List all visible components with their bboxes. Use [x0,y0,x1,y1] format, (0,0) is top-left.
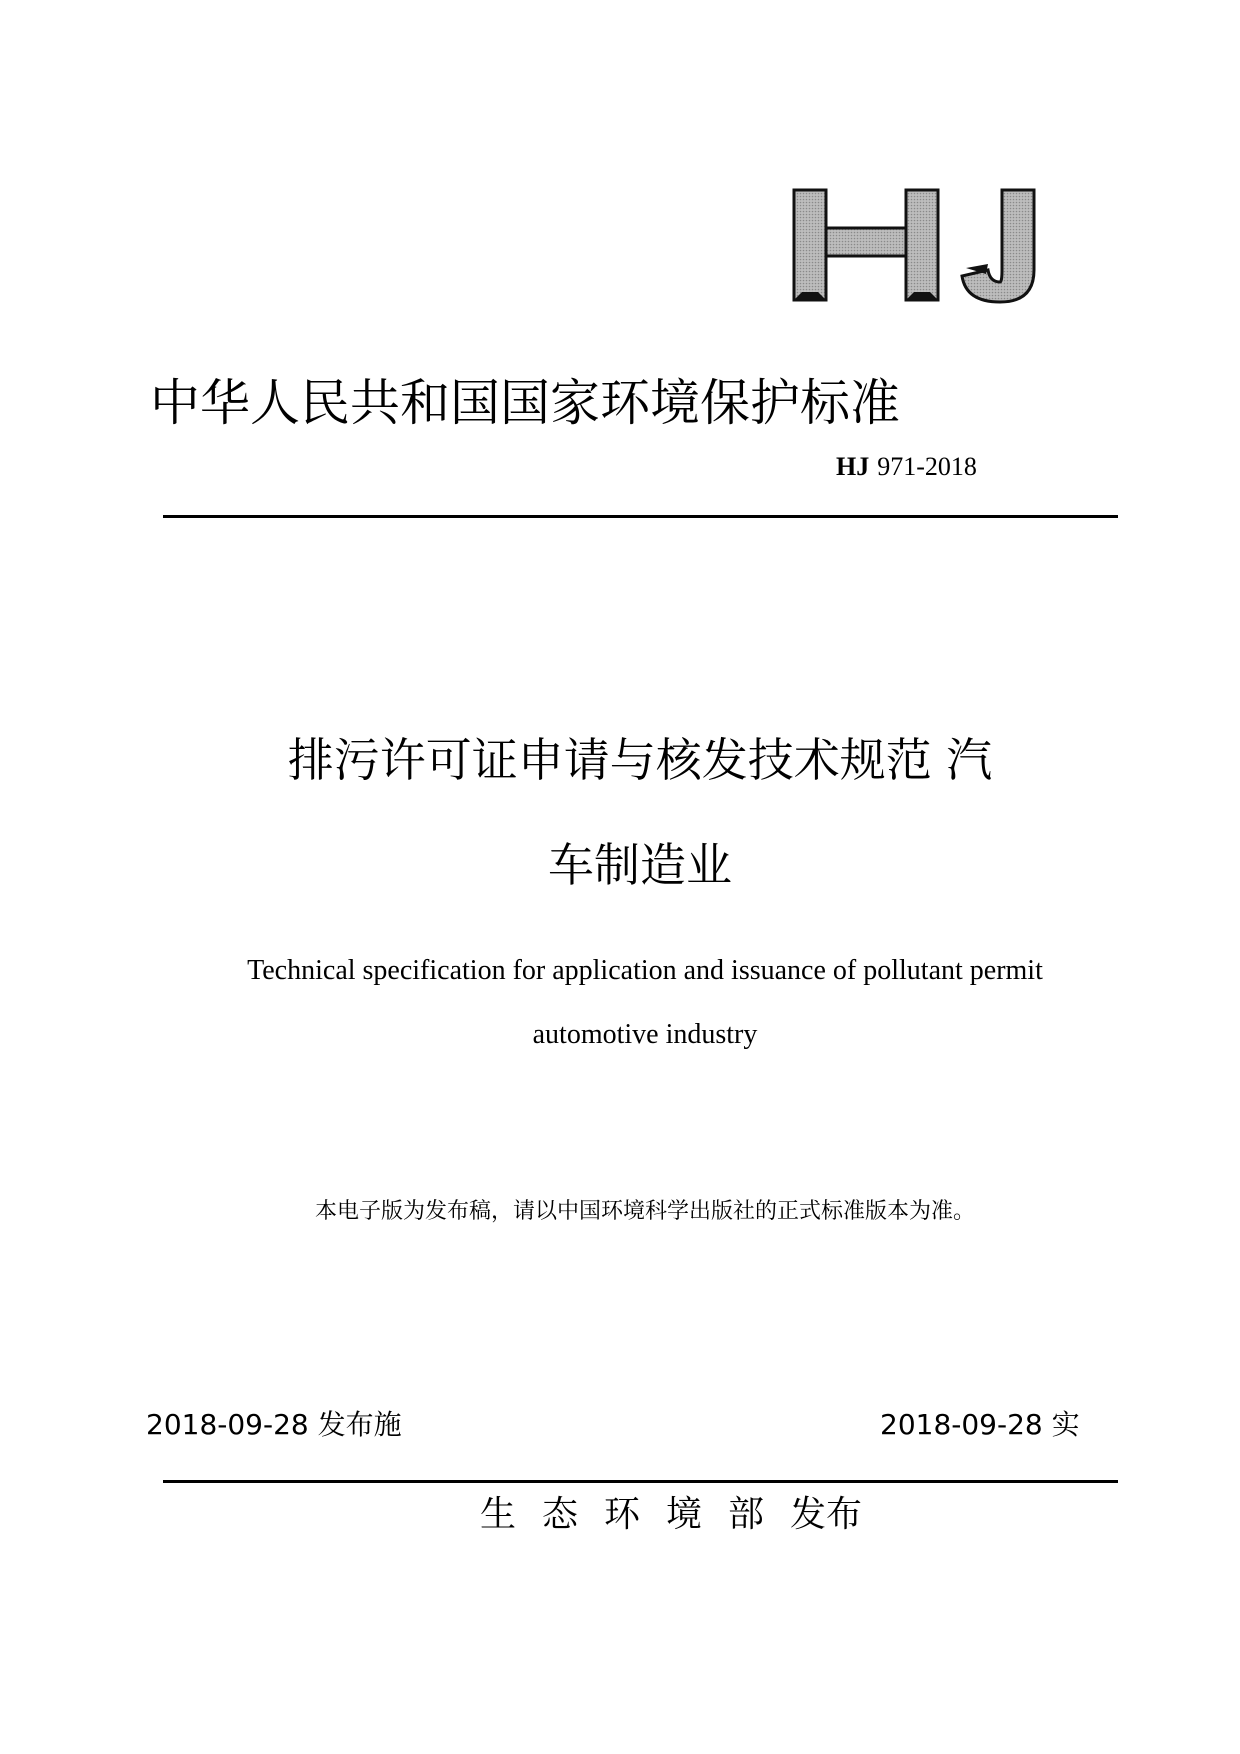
english-title-line-1: Technical specification for application and issuance of pollutant permit [247,955,1043,986]
hj-logo-j [962,190,1034,302]
document-title-line-1: 排污许可证申请与核发技术规范 汽 [287,733,993,787]
electronic-version-notice: 本电子版为发布稿，请以中国环境科学出版社的正式标准版本为准。 [314,1199,975,1224]
publisher-action: 发布 [790,1494,863,1535]
hj-logo-h [794,190,938,300]
standard-type-heading: 中华人民共和国国家环境保护标准 [150,374,900,432]
publish-date: 2018-09-28 发布施 [146,1408,402,1441]
publisher-organization: 生态环境部 [480,1494,791,1535]
bottom-divider [163,1480,1118,1483]
standard-code-prefix: HJ [836,452,870,481]
standard-code-number: 971-2018 [877,452,977,481]
publisher-line [480,1492,862,1538]
document-title-line-2: 车制造业 [548,838,732,892]
english-title-line-2: automotive industry [532,1019,758,1050]
hj-logo [790,186,1040,306]
top-divider [163,515,1118,518]
standard-number [836,450,977,484]
implement-date: 2018-09-28 实 [880,1408,1080,1441]
